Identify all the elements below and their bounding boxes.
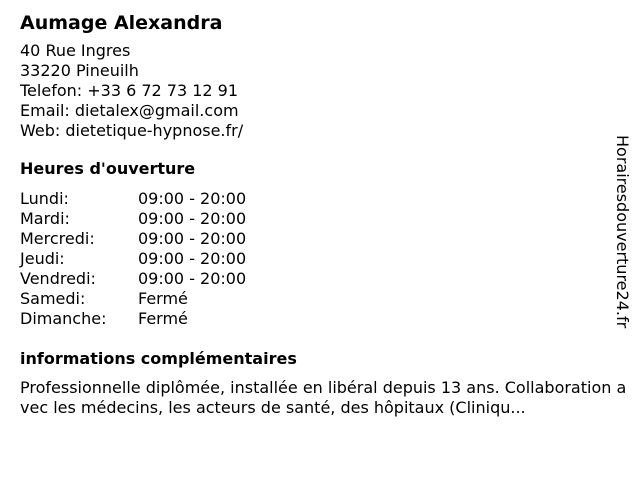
time-value: 09:00 - 20:00 bbox=[138, 269, 247, 288]
info-text: Professionnelle diplômée, installée en libéral depuis 13 ans. Collaboration avec les médecins, les acteurs de santé, des hôpitaux (Cliniqu... bbox=[20, 378, 627, 417]
hours-row-saturday bbox=[20, 289, 632, 309]
hours-row-tuesday bbox=[20, 209, 632, 229]
web-line[interactable]: Web: dietetique-hypnose.fr/ bbox=[20, 121, 244, 140]
day-label: Samedi: bbox=[20, 289, 86, 308]
watermark-text: Horairesdouverture24.fr bbox=[613, 135, 632, 329]
info-title: informations complémentaires bbox=[20, 349, 297, 368]
business-card bbox=[20, 10, 632, 418]
email-line[interactable]: Email: dietalex@gmail.com bbox=[20, 101, 239, 120]
day-label: Lundi: bbox=[20, 189, 69, 208]
time-value: 09:00 - 20:00 bbox=[138, 229, 247, 248]
address-street: 40 Rue Ingres bbox=[20, 41, 131, 60]
hours-row-sunday bbox=[20, 309, 632, 329]
day-label: Mercredi: bbox=[20, 229, 95, 248]
hours-row-monday bbox=[20, 189, 632, 209]
time-value: 09:00 - 20:00 bbox=[138, 249, 247, 268]
hours-row-wednesday bbox=[20, 229, 632, 249]
time-value: Fermé bbox=[138, 309, 188, 328]
day-label: Dimanche: bbox=[20, 309, 107, 328]
day-label: Vendredi: bbox=[20, 269, 96, 288]
business-name: Aumage Alexandra bbox=[20, 12, 223, 34]
address-city: 33220 Pineuilh bbox=[20, 61, 139, 80]
day-label: Jeudi: bbox=[20, 249, 65, 268]
hours-title: Heures d'ouverture bbox=[20, 159, 196, 178]
time-value: 09:00 - 20:00 bbox=[138, 189, 247, 208]
day-label: Mardi: bbox=[20, 209, 70, 228]
hours-table bbox=[20, 189, 632, 329]
time-value: 09:00 - 20:00 bbox=[138, 209, 247, 228]
time-value: Fermé bbox=[138, 289, 188, 308]
phone-line[interactable]: Telefon: +33 6 72 73 12 91 bbox=[20, 81, 239, 100]
hours-row-thursday bbox=[20, 249, 632, 269]
hours-row-friday bbox=[20, 269, 632, 289]
